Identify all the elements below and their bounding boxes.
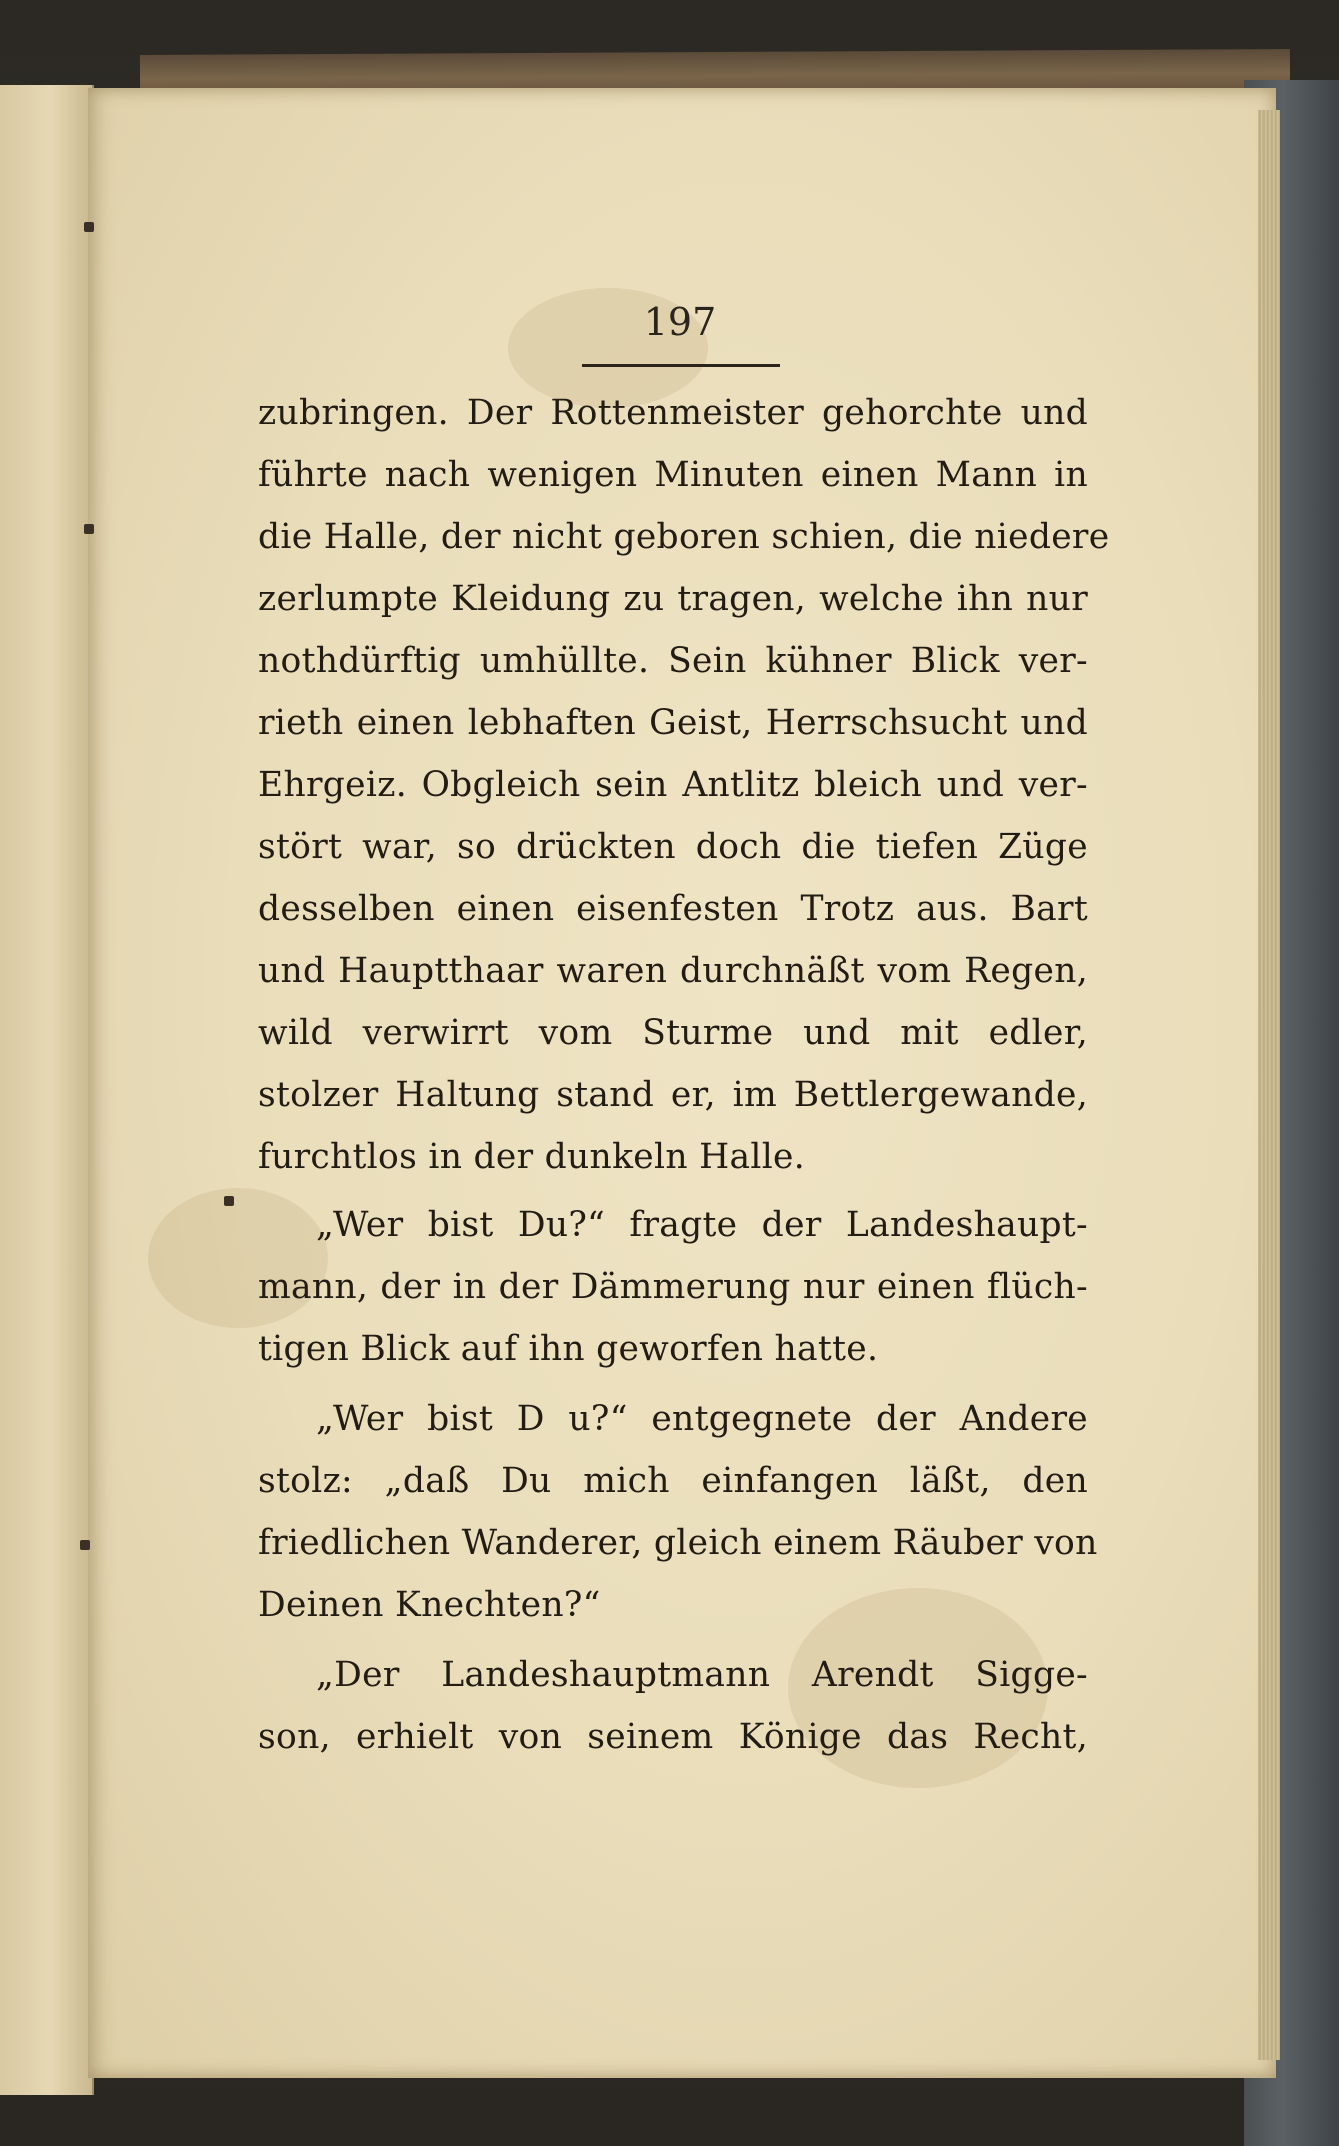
text-line: führte nach wenigen Minuten einen Mann in: [258, 455, 1088, 495]
text-line: desselben einen eisenfesten Trotz aus. Bart: [258, 889, 1088, 929]
text-line: wild verwirrt vom Sturme und mit edler,: [258, 1013, 1088, 1053]
text-line: stolzer Haltung stand er, im Bettlergewande,: [258, 1075, 1088, 1115]
page-number: 197: [643, 300, 717, 344]
text-line: und Hauptthaar waren durchnäßt vom Regen,: [258, 951, 1088, 991]
text-line: mann, der in der Dämmerung nur einen flüch-: [258, 1267, 1088, 1307]
text-line: stört war, so drückten doch die tiefen Züge: [258, 827, 1088, 867]
facing-page-edge: [0, 85, 94, 2095]
text-line: „Der Landeshauptmann Arendt Sigge-: [316, 1655, 1088, 1695]
page-stack-edges: [1258, 110, 1280, 2060]
text-line: zerlumpte Kleidung zu tragen, welche ihn nur: [258, 579, 1088, 619]
text-line: Ehrgeiz. Obgleich sein Antlitz bleich und ver-: [258, 765, 1088, 805]
binding-pin: [80, 1540, 90, 1550]
text-line: nothdürftig umhüllte. Sein kühner Blick ver-: [258, 641, 1088, 681]
text-line: son, erhielt von seinem Könige das Recht,: [258, 1717, 1088, 1757]
text-line: furchtlos in der dunkeln Halle.: [258, 1137, 806, 1177]
ink-mark: [224, 1196, 234, 1206]
text-line: zubringen. Der Rottenmeister gehorchte und: [258, 393, 1088, 433]
text-line: rieth einen lebhaften Geist, Herrschsucht und: [258, 703, 1088, 743]
text-line: Deinen Knechten?“: [258, 1585, 601, 1625]
text-line: die Halle, der nicht geboren schien, die niedere: [258, 517, 1110, 557]
body-text: [258, 382, 1110, 1768]
text-line: tigen Blick auf ihn geworfen hatte.: [258, 1329, 879, 1369]
text-line: friedlichen Wanderer, gleich einem Räuber von: [258, 1523, 1098, 1563]
text-line: „Wer bist D u?“ entgegnete der Andere: [316, 1399, 1088, 1439]
binding-pin: [84, 222, 94, 232]
text-line: stolz: „daß Du mich einfangen läßt, den: [258, 1461, 1088, 1501]
header-rule: [582, 364, 780, 367]
text-line: „Wer bist Du?“ fragte der Landeshaupt-: [316, 1205, 1088, 1245]
binding-pin: [84, 524, 94, 534]
